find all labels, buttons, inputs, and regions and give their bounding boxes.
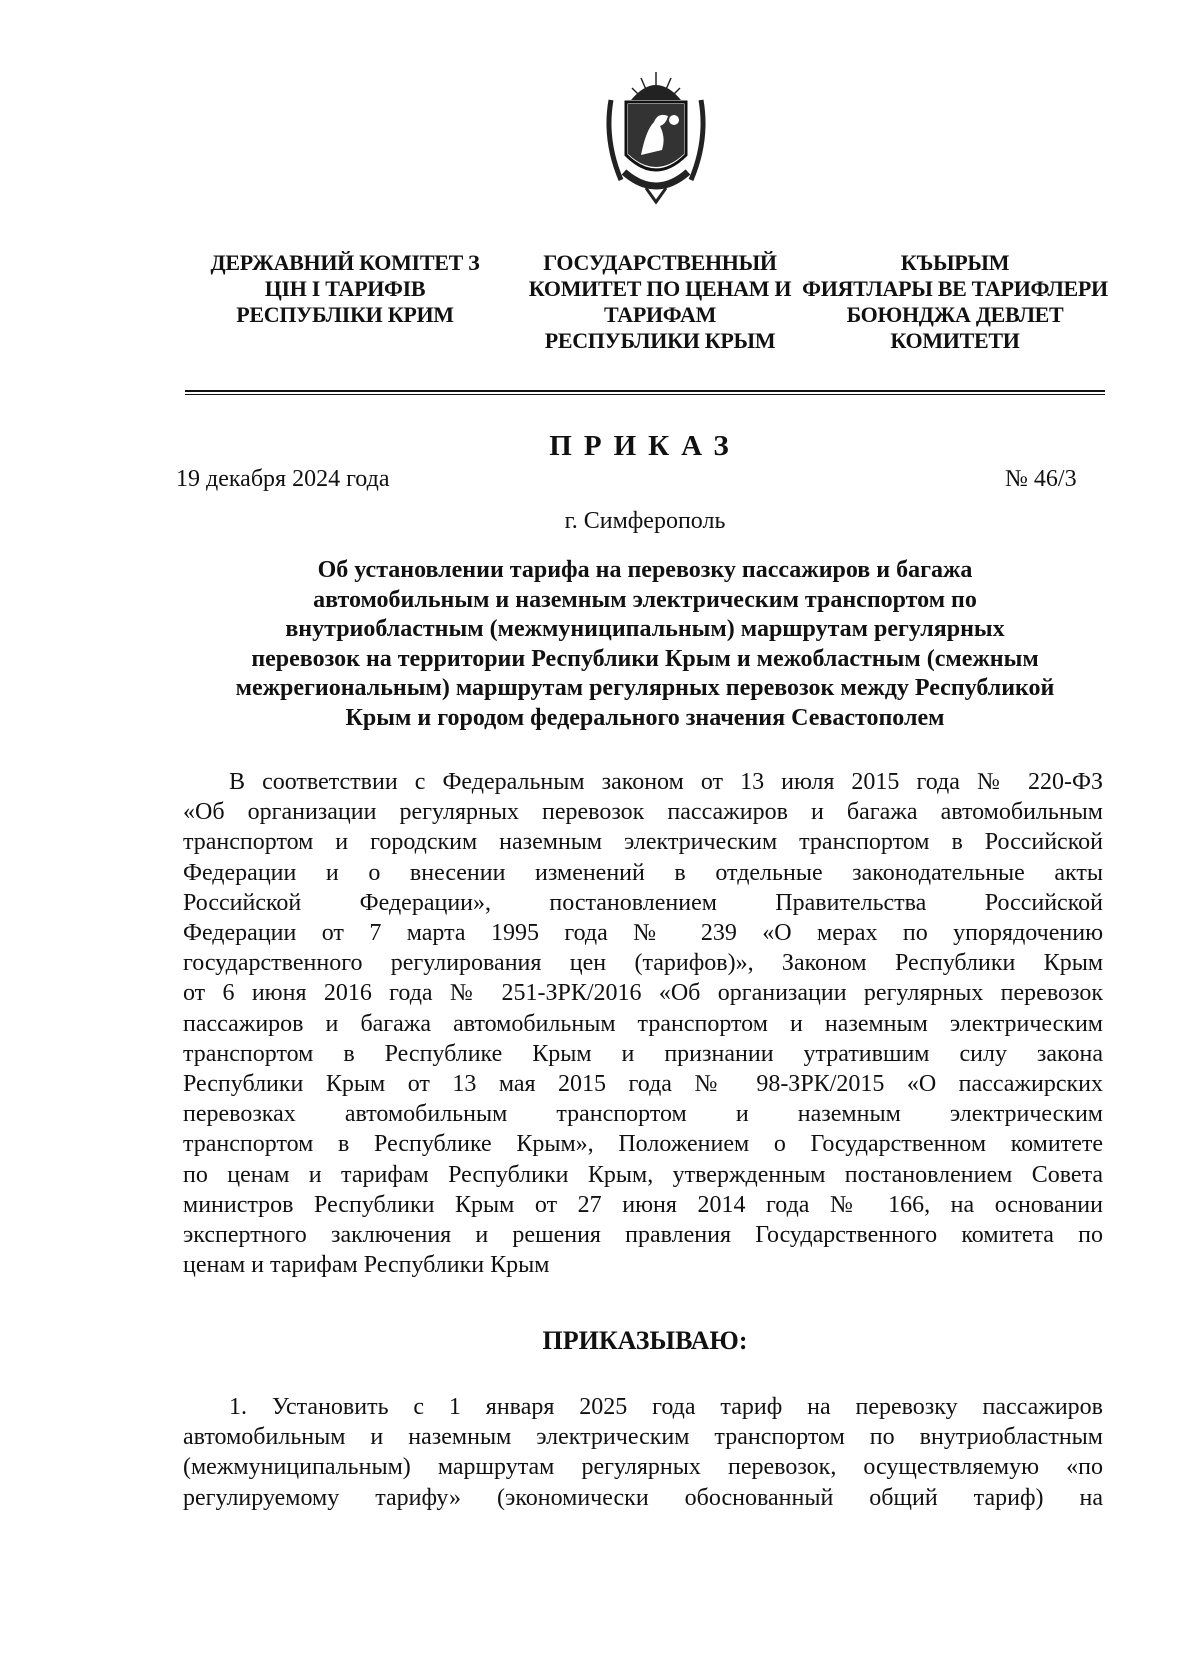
title-line: Об установлении тарифа на перевозку пассажиров и багажа xyxy=(317,557,973,583)
header-line: КЪЫРЫМ xyxy=(900,250,1010,275)
crimea-coat-of-arms-icon xyxy=(596,60,716,210)
header-line: ГОСУДАРСТВЕННЫЙ xyxy=(543,250,777,275)
title-line: перевозок на территории Республики Крым и межобластным (смежным xyxy=(251,645,1039,672)
document-number: № 46/3 xyxy=(1005,466,1077,492)
preamble-line: Республики Крым от 13 мая 2015 года № 98-ЗРК/2015 «О пассажирских xyxy=(183,1071,1103,1098)
preamble-line: от 6 июня 2016 года № 251-ЗРК/2016 «Об организации регулярных перевозок xyxy=(183,980,1103,1007)
item-line: 1. Установить с 1 января 2025 года тариф на перевозку пассажиров xyxy=(229,1394,1103,1420)
header-line: КОМИТЕТ ПО ЦЕНАМ И xyxy=(528,276,792,301)
order-heading: ПРИКАЗЫВАЮ: xyxy=(542,1326,748,1355)
document-date: 19 декабря 2024 года xyxy=(176,466,390,492)
header-divider-thin xyxy=(185,394,1105,395)
header-line: РЕСПУБЛІКИ КРИМ xyxy=(236,302,454,327)
committee-name-ukrainian xyxy=(200,250,490,328)
preamble-line: Российской Федерации», постановлением Правительства Российской xyxy=(183,889,1103,916)
header-line: ЦІН І ТАРИФІВ xyxy=(264,276,426,301)
item-line: (межмуниципальным) маршрутам регулярных перевозок, осуществляемую «по xyxy=(183,1454,1103,1481)
order-item-1 xyxy=(183,1392,1103,1513)
document-city: г. Симферополь xyxy=(564,508,726,534)
header-divider xyxy=(185,390,1105,392)
preamble-line: транспортом в Республике Крым», Положением о Государственном комитете xyxy=(183,1131,1103,1158)
document-title xyxy=(185,556,1105,733)
preamble-paragraph xyxy=(183,767,1103,1280)
preamble-line: государственного регулирования цен (тарифов)», Законом Республики Крым xyxy=(183,950,1103,977)
preamble-line: экспертного заключения и решения правления Государственного комитета по xyxy=(183,1222,1103,1249)
header-line: ФИЯТЛАРЫ ВЕ ТАРИФЛЕРИ xyxy=(802,276,1108,301)
preamble-line: Федерации от 7 марта 1995 года № 239 «О мерах по упорядочению xyxy=(183,920,1103,947)
document-type: ПРИКАЗ xyxy=(549,430,741,462)
header-line: БОЮНДЖА ДЕВЛЕТ xyxy=(846,302,1064,327)
preamble-line: Федерации и о внесении изменений в отдельные законодательные акты xyxy=(183,859,1103,886)
preamble-line: по ценам и тарифам Республики Крым, утвержденным постановлением Совета xyxy=(183,1161,1103,1188)
item-line: автомобильным и наземным электрическим транспортом по внутриобластным xyxy=(183,1424,1103,1451)
title-line: межрегиональным) маршрутам регулярных перевозок между Республикой xyxy=(235,675,1055,701)
preamble-line: перевозках автомобильным транспортом и наземным электрическим xyxy=(183,1101,1103,1128)
preamble-line: пассажиров и багажа автомобильным транспортом и наземным электрическим xyxy=(183,1010,1103,1037)
committee-name-crimean-tatar xyxy=(800,250,1110,354)
header-line: КОМИТЕТИ xyxy=(890,328,1020,353)
committee-name-russian xyxy=(510,250,810,354)
item-line: регулируемому тарифу» (экономически обоснованный общий тариф) на xyxy=(183,1484,1103,1511)
preamble-line: ценам и тарифам Республики Крым xyxy=(183,1252,550,1279)
preamble-line: транспортом и городским наземным электрическим транспортом в Российской xyxy=(183,829,1103,856)
preamble-line: В соответствии с Федеральным законом от 13 июля 2015 года № 220-ФЗ xyxy=(229,769,1103,795)
header-line: ТАРИФАМ xyxy=(603,302,717,327)
preamble-line: «Об организации регулярных перевозок пассажиров и багажа автомобильным xyxy=(183,799,1103,826)
title-line: внутриобластным (межмуниципальным) маршрутам регулярных xyxy=(285,616,1005,642)
title-line: Крым и городом федерального значения Севастополем xyxy=(345,704,945,731)
preamble-line: транспортом в Республике Крым и признании утратившим силу закона xyxy=(183,1040,1103,1067)
header-line: ДЕРЖАВНИЙ КОМІТЕТ З xyxy=(210,250,480,275)
preamble-line: министров Республики Крым от 27 июня 2014 года № 166, на основании xyxy=(183,1191,1103,1218)
title-line: автомобильным и наземным электрическим транспортом по xyxy=(313,586,977,613)
header-line: РЕСПУБЛИКИ КРЫМ xyxy=(544,328,776,353)
